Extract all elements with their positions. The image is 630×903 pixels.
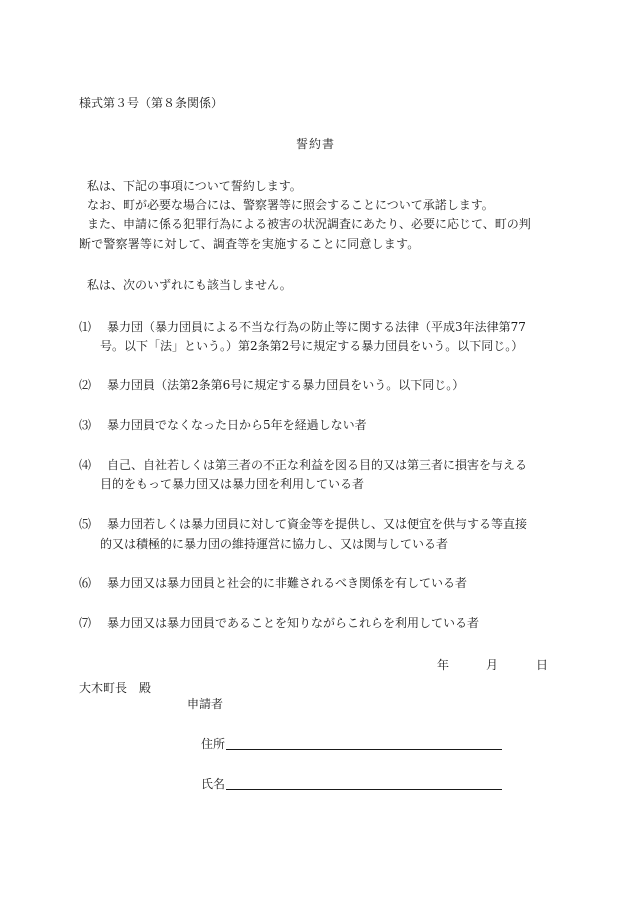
item-number: ⑵ bbox=[79, 378, 92, 392]
form-number: 様式第３号（第８条関係） bbox=[79, 96, 224, 110]
item-text: 暴力団員（法第2条第6号に規定する暴力団員をいう。以下同じ。） bbox=[107, 378, 465, 392]
address-input-line[interactable] bbox=[226, 749, 502, 750]
item-number: ⑷ bbox=[79, 458, 92, 472]
intro-line-3b: 断で警察署等に対して、調査等を実施することに同意します。 bbox=[79, 237, 420, 251]
name-input-line[interactable] bbox=[226, 789, 502, 790]
date-day-label: 日 bbox=[536, 658, 549, 672]
declaration: 私は、次のいずれにも該当しません。 bbox=[87, 278, 292, 292]
item-text: 暴力団又は暴力団員と社会的に非難されるべき関係を有している者 bbox=[107, 576, 468, 590]
addressee: 大木町長 殿 bbox=[79, 681, 152, 695]
item-number: ⑸ bbox=[79, 517, 92, 531]
date-month-label: 月 bbox=[486, 658, 499, 672]
item-text-continued: 的又は積極的に暴力団の維持運営に協力し、又は関与している者 bbox=[100, 537, 449, 551]
item-number: ⑴ bbox=[79, 320, 92, 334]
item-text: 暴力団若しくは暴力団員に対して資金等を提供し、又は便宜を供与する等直接 bbox=[107, 517, 528, 531]
item-text: 暴力団又は暴力団員であることを知りながらこれらを利用している者 bbox=[107, 616, 480, 630]
item-text-continued: 目的をもって暴力団又は暴力団を利用している者 bbox=[100, 477, 365, 491]
item-number: ⑺ bbox=[79, 616, 92, 630]
name-label: 氏名 bbox=[201, 777, 226, 791]
intro-line-1: 私は、下記の事項について誓約します。 bbox=[87, 179, 302, 193]
date-year-label: 年 bbox=[437, 658, 450, 672]
item-number: ⑹ bbox=[79, 576, 92, 590]
intro-line-2: なお、町が必要な場合には、警察署等に照会することについて承諾します。 bbox=[87, 198, 494, 212]
page-title: 誓約書 bbox=[296, 137, 336, 151]
item-number: ⑶ bbox=[79, 418, 92, 432]
item-text: 暴力団員でなくなった日から5年を経過しない者 bbox=[107, 418, 367, 432]
item-text: 暴力団（暴力団員による不当な行為の防止等に関する法律（平成3年法律第77 bbox=[107, 320, 526, 334]
item-text: 自己、自社若しくは第三者の不正な利益を図る目的又は第三者に損害を与える bbox=[107, 458, 528, 472]
intro-line-3a: また、申請に係る犯罪行為による被害の状況調査にあたり、必要に応じて、町の判 bbox=[87, 217, 531, 231]
address-label: 住所 bbox=[201, 737, 226, 751]
applicant-label: 申請者 bbox=[187, 697, 224, 711]
item-text-continued: 号。以下「法」という。）第2条第2号に規定する暴力団員をいう。以下同じ。） bbox=[100, 339, 524, 353]
